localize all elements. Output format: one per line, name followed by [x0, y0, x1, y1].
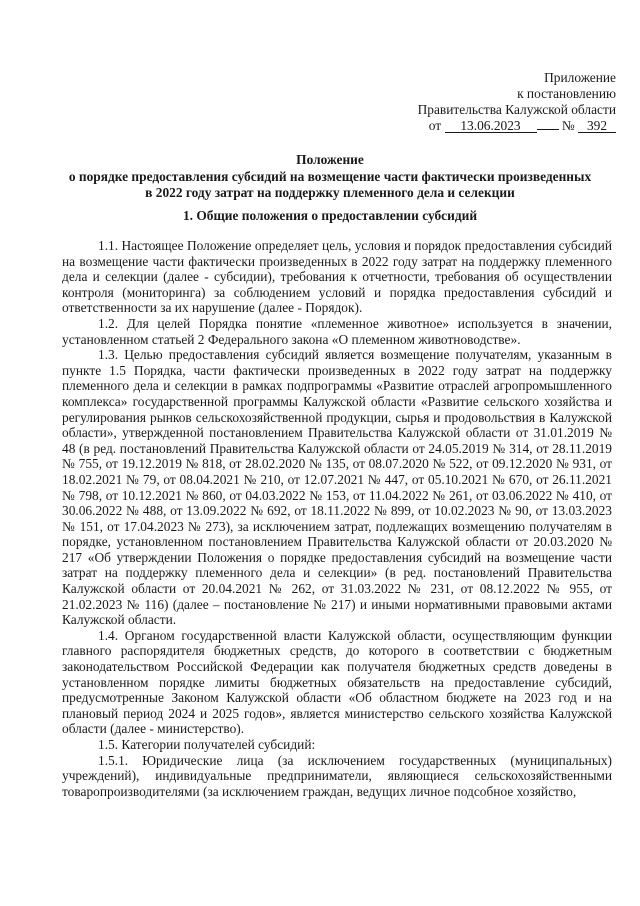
document-title — [40, 152, 620, 202]
title-line-2: о порядке предоставления субсидий на возмещение части фактически произведенных — [68, 168, 592, 184]
annex-resolution-line: к постановлению — [517, 86, 616, 101]
annex-date: 13.06.2023 — [445, 119, 537, 133]
paragraph-1-5-1: 1.5.1. Юридические лица (за исключением государственных (муниципальных) учреждений), индивидуальные предприниматели, являющиеся сельскохозяйственными товаропроизводителями (за исключением граждан, ведущих личное подсобное хозяйство, — [62, 752, 612, 799]
title-line-3: в 2022 году затрат на поддержку племенного дела и селекции — [145, 185, 515, 200]
annex-date-prefix: от — [428, 118, 442, 133]
title-line-1: Положение — [296, 152, 364, 167]
paragraph-1-3: 1.3. Целью предоставления субсидий является возмещение получателям, указанным в пункте 1.5 Порядка, части фактически произведенных в 2022 году затрат на поддержку племенного дела и селекции в рамках подпрограммы «Развитие отраслей агропромышленного комплекса» государственной программы Калужской области «Развитие сельского хозяйства и регулирования рынков сельскохозяйственной продукции, сырья и продовольствия в Калужской области», утвержденной постановлением Правительства Калужской области от 31.01.2019 № 48 (в ред. постановлений Правительства Калужской области от 24.05.2019 № 314, от 28.11.2019 № 755, от 19.12.2019 № 818, от 28.02.2020 № 135, от 08.07.2020 № 522, от 09.12.2020 № 931, от 18.02.2021 № 79, от 08.04.2021 № 210, от 12.07.2021 № 447, от 05.10.2021 № 670, от 26.11.2021 № 798, от 10.12.2021 № 860, от 04.03.2022 № 153, от 11.04.2022 № 261, от 03.06.2022 № 410, от 30.06.2022 № 488, от 13.09.2022 № 692, от 18.11.2022 № 899, от 10.02.2023 № 90, от 13.03.2023 № 151, от 17.04.2023 № 273), за исключением затрат, подлежащих возмещению получателям в порядке, установленном постановлением Правительства Калужской области от 20.03.2020 № 217 «Об утверждении Положения о порядке предоставления субсидий на возмещение части затрат на поддержку племенного дела и селекции» (в ред. постановлений Правительства Калужской области от 20.04.2021 № 262, от 31.03.2022 № 231, от 08.12.2022 № 955, от 21.02.2023 № 116) (далее – постановление № 217) и иными нормативными правовыми актами Калужской области. — [62, 347, 612, 628]
annex-number-sign: № — [561, 118, 575, 133]
document-body — [62, 238, 612, 799]
paragraph-1-1: 1.1. Настоящее Положение определяет цель, условия и порядок предоставления субсидий на возмещение части фактически произведенных в 2022 году затрат на поддержку племенного дела и селекции (далее - субсидии), требования к отчетности, требования об осуществлении контроля (мониторинга) за соблюдением условий и порядка предоставления субсидий и ответственности за их нарушение (далее - Порядок). — [62, 238, 612, 316]
annex-block — [316, 70, 616, 134]
section-1-heading: 1. Общие положения о предоставлении субсидий — [182, 208, 478, 223]
paragraph-1-5: 1.5. Категории получателей субсидий: — [98, 737, 316, 752]
annex-title: Приложение — [544, 70, 616, 85]
paragraph-1-4: 1.4. Органом государственной власти Калужской области, осуществляющим функции главного распорядителя бюджетных средств, до которого в соответствии с бюджетным законодательством Российской Федерации как получателя бюджетных средств доведены в установленном порядке лимиты бюджетных обязательств на предоставление субсидий, предусмотренные Законом Калужской области «Об областном бюджете на 2023 год и на плановый период 2024 и 2025 годов», является министерство сельского хозяйства Калужской области (далее - министерство). — [62, 627, 612, 737]
annex-date-line — [316, 118, 616, 134]
paragraph-1-2: 1.2. Для целей Порядка понятие «племенное животное» используется в значении, установленном статьей 2 Федерального закона «О племенном животноводстве». — [62, 315, 612, 347]
annex-number: 392 — [578, 119, 616, 133]
annex-government-line: Правительства Калужской области — [417, 102, 616, 117]
annex-date-underline — [537, 129, 559, 130]
